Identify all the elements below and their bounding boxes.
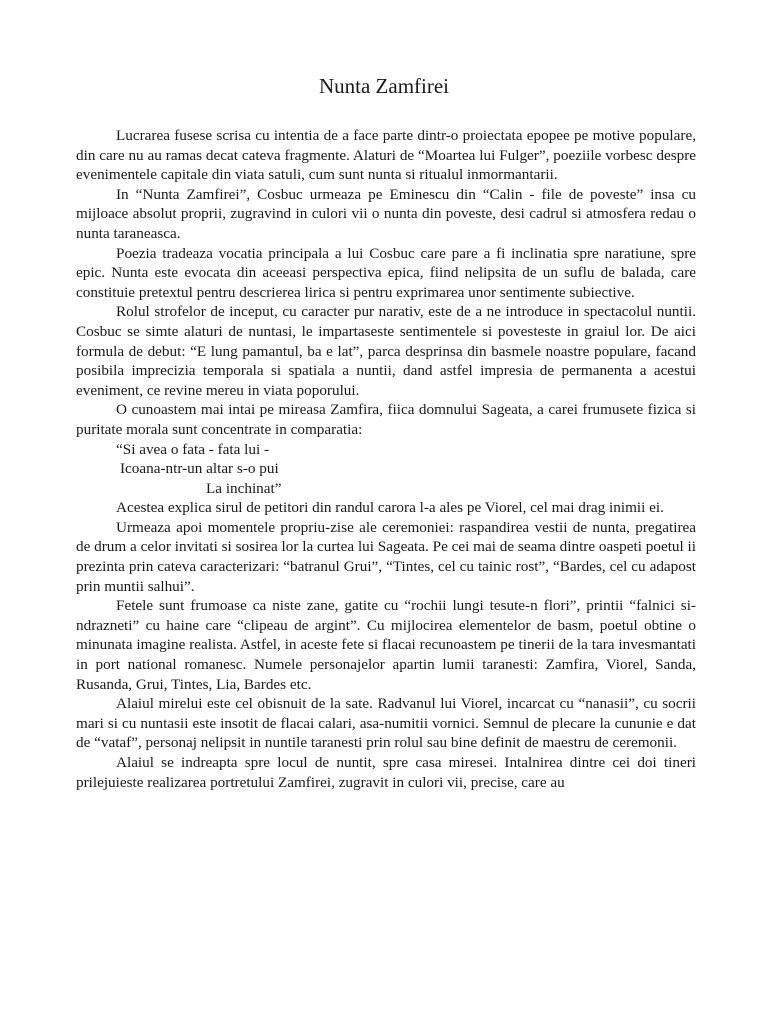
paragraph: Alaiul mirelui este cel obisnuit de la sate. Radvanul lui Viorel, incarcat cu “nanasii”, cu socrii mari si cu nuntasii este insotit de flacai calari, asa-numitii vornici. Semnul de plecare la cununie e dat de “vataf”, personaj nelipsit in nuntile taranesti prin rolul sau bine definit de maestru de ceremonii.	[76, 695, 696, 752]
paragraph: In “Nunta Zamfirei”, Cosbuc urmeaza pe Eminescu din “Calin - file de poveste” insa cu mijloace absolut proprii, zugravind in culori vii o nunta din poveste, desi cadrul si atmosfera redau o nunta taraneasca.	[76, 185, 696, 242]
verse-line: La inchinat”	[206, 479, 282, 497]
paragraph: Poezia tradeaza vocatia principala a lui Cosbuc care pare a fi inclinatia spre naratiune, spre epic. Nunta este evocata din aceeasi perspectiva epica, fiind nelipsita de un suflu de balada, care constituie pretextul pentru descrierea lirica si pentru exprimarea unor sentimente subiective.	[76, 244, 696, 301]
paragraph: Lucrarea fusese scrisa cu intentia de a face parte dintr-o proiectata epopee pe motive populare, din care nu au ramas decat cateva fragmente. Alaturi de “Moartea lui Fulger”, poeziile vorbesc despre evenimentele capitale din viata satuli, cum sunt nunta si ritualul inmormantarii.	[76, 127, 696, 184]
document-body	[76, 126, 696, 792]
verse-line: “Si avea o fata - fata lui -	[116, 440, 270, 458]
paragraph: Fetele sunt frumoase ca niste zane, gatite cu “rochii lungi tesute-n flori”, printii “falnici si-ndrazneti” cu haine care “clipeau de argint”. Cu mijlocirea elementelor de basm, poetul obtine o minunata imagine realista. Astfel, in aceste fete si flacai recunoastem pe tinerii de la tara invesmantati in port national romanesc. Numele personajelor apartin lumii taranesti: Zamfira, Viorel, Sanda, Rusanda, Grui, Tintes, Lia, Bardes etc.	[76, 597, 696, 693]
verse-line: Icoana-ntr-un altar s-o pui	[120, 460, 279, 478]
paragraph: Urmeaza apoi momentele propriu-zise ale ceremoniei: raspandirea vestii de nunta, pregatirea de drum a celor invitati si sosirea lor la curtea lui Sageata. Pe cei mai de seama dintre oaspeti poetul ii prezinta prin cateva caracterizari: “batranul Grui”, “Tintes, cel cu tainic rost”, “Bardes, cel cu adapost prin muntii salhui”.	[76, 518, 696, 595]
paragraph: O cunoastem mai intai pe mireasa Zamfira, fiica domnului Sageata, a carei frumusete fizica si puritate morala sunt concentrate in comparatia:	[76, 401, 696, 438]
paragraph: Rolul strofelor de inceput, cu caracter pur narativ, este de a ne introduce in spectacolul nuntii. Cosbuc se simte alaturi de nuntasi, le impartaseste sentimentele si povesteste in graiul lor. De aici formula de debut: “E lung pamantul, ba e lat”, parca desprinsa din basmele noastre populare, facand posibila imprecizia temporala si spatiala a nuntii, dand astfel impresia de permanenta a acestui eveniment, ce revine mereu in viata poporului.	[76, 303, 696, 399]
page-title: Nunta Zamfirei	[318, 74, 450, 98]
paragraph: Acestea explica sirul de petitori din randul carora l-a ales pe Viorel, cel mai drag inimii ei.	[116, 499, 664, 517]
paragraph: Alaiul se indreapta spre locul de nuntit, spre casa miresei. Intalnirea dintre cei doi tineri prilejuieste realizarea portretului Zamfirei, zugravit in culori vii, precise, care au	[76, 754, 696, 791]
